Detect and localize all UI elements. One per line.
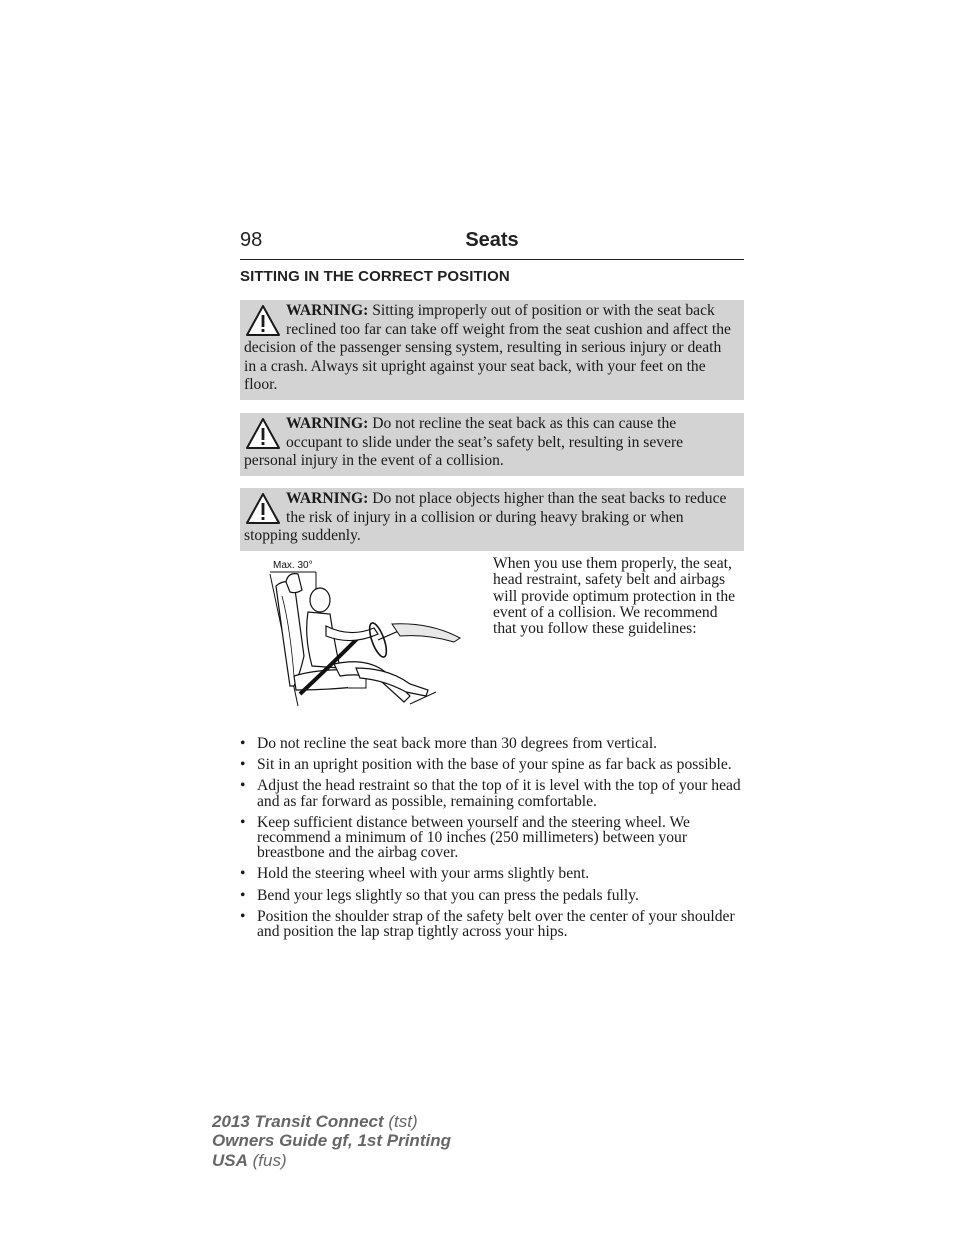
warning-triangle-icon <box>244 303 282 339</box>
list-item: • Hold the steering wheel with your arms slightly bent. <box>240 865 590 883</box>
warning-label: WARNING: <box>286 490 369 507</box>
warning-label: WARNING: <box>286 415 369 432</box>
warning-text: Sitting improperly out of position or with the seat back reclined too far can take off weight from the seat cushion and affect the decision of the passenger sensing system, resulting in serious injury or death in a crash. Always sit upright against your seat back, with your feet on the floor. <box>244 302 731 394</box>
list-item: • Bend your legs slightly so that you can press the pedals fully. <box>240 886 639 904</box>
list-item-text: Do not recline the seat back more than 30 degrees from vertical. <box>257 735 658 752</box>
list-item: • Sit in an upright position with the base of your spine as far back as possible. <box>240 756 732 774</box>
intro-paragraph: When you use them properly, the seat, head restraint, safety belt and airbags will provide optimum protection in the event of a collision. We recommend that you follow these guidelines: <box>493 555 736 638</box>
footer-line <box>212 1112 451 1131</box>
warning-triangle-icon <box>244 491 282 527</box>
warning-label: WARNING: <box>286 302 369 319</box>
footer-line <box>212 1131 451 1150</box>
warning-box <box>240 488 744 551</box>
guidelines-list <box>240 736 744 945</box>
list-item-text: Position the shoulder strap of the safety belt over the center of your shoulder and position the lap strap tightly across your hips. <box>257 907 735 941</box>
page-number: 98 <box>240 229 263 251</box>
warning-text: Do not place objects higher than the seat backs to reduce the risk of injury in a collision or during heavy braking or when stopping suddenly. <box>244 490 727 545</box>
list-item-text: Sit in an upright position with the base of your spine as far back as possible. <box>257 756 732 774</box>
page-title: Seats <box>465 229 519 251</box>
page-header <box>240 229 744 260</box>
list-item: • Adjust the head restraint so that the top of it is level with the top of your head and as far forward as possible, remaining comfortable. <box>240 777 741 810</box>
footer-model-code: (tst) <box>383 1112 418 1131</box>
list-item-text: Bend your legs slightly so that you can press the pedals fully. <box>257 886 639 904</box>
list-item-text: Hold the steering wheel with your arms slightly bent. <box>257 865 590 883</box>
angle-label: Max. 30° <box>273 560 313 571</box>
seating-position-illustration <box>260 556 470 714</box>
warning-box <box>240 300 744 400</box>
list-item: • Position the shoulder strap of the safety belt over the center of your shoulder and position the lap strap tightly across your hips. <box>240 907 735 941</box>
section-heading: SITTING IN THE CORRECT POSITION <box>240 268 510 285</box>
warning-triangle-icon <box>244 416 282 452</box>
footer-market-code: (fus) <box>247 1150 287 1170</box>
warning-box <box>240 413 744 476</box>
footer-model: 2013 Transit Connect <box>212 1112 384 1131</box>
list-item: • Do not recline the seat back more than 30 degrees from vertical. <box>240 735 658 752</box>
footer-line <box>212 1151 451 1170</box>
list-item: • Keep sufficient distance between yourself and the steering wheel. We recommend a minimum of 10 inches (250 millimeters) between your breastbone and the airbag cover. <box>240 813 690 862</box>
warning-text: Do not recline the seat back as this can cause the occupant to slide under the seat’s safety belt, resulting in severe personal injury in the event of a collision. <box>244 415 684 470</box>
list-item-text: Keep sufficient distance between yourself and the steering wheel. We recommend a minimum of 10 inches (250 millimeters) between your breastbone and the airbag cover. <box>257 813 690 862</box>
footer-market: USA <box>212 1150 248 1170</box>
list-item-text: Adjust the head restraint so that the top of it is level with the top of your head and as far forward as possible, remaining comfortable. <box>257 777 741 810</box>
document-footer <box>212 1112 451 1170</box>
footer-edition: Owners Guide gf, 1st Printing <box>212 1131 451 1151</box>
